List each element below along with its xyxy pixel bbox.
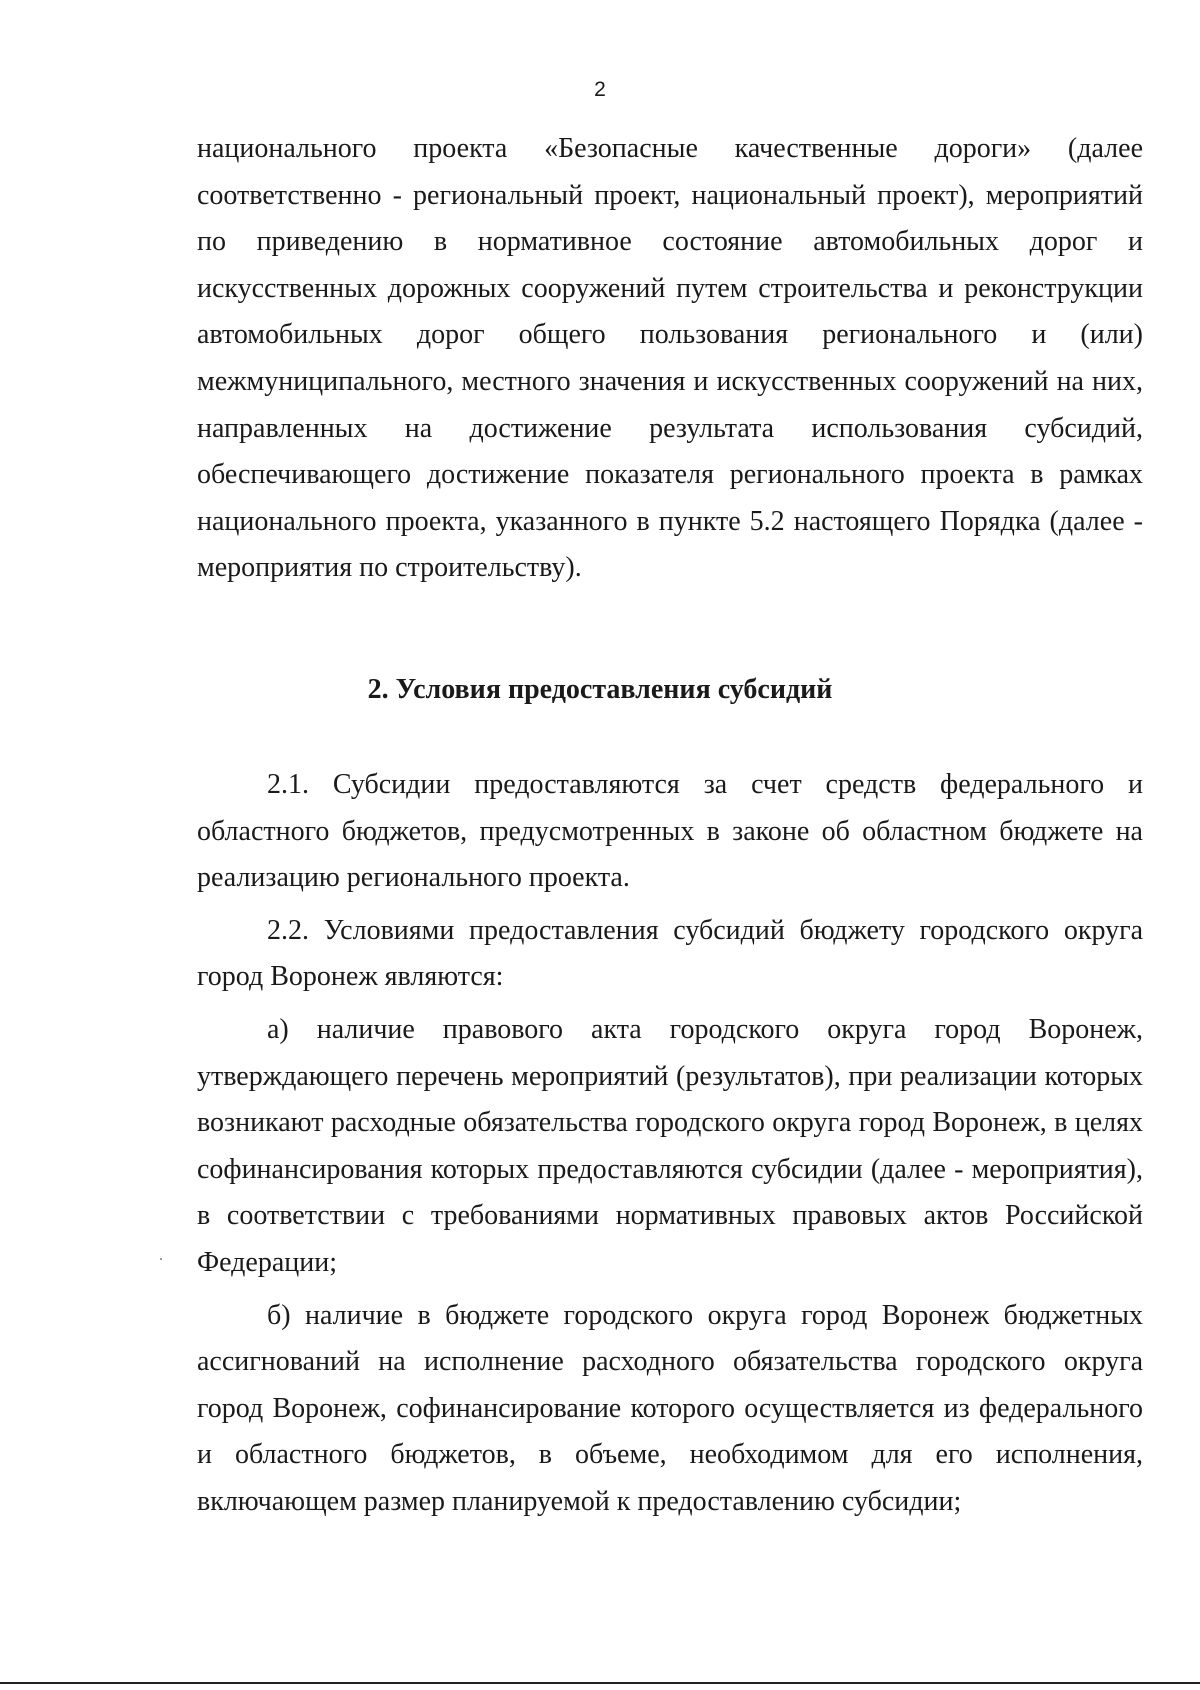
paragraph-2-2-b: б) наличие в бюджете городского округа город Воронеж бюджетных ассигнований на исполнение расходного обязательства городского округа город Воронеж, софинансирование которого осуществляется из федерального и областного бюджетов, в объеме, необходимом для его исполнения, включающем размер планируемой к предоставлению субсидии; (197, 1299, 1143, 1517)
section-body (197, 762, 1143, 1532)
page-bottom-edge (0, 1682, 1200, 1684)
section-heading: 2. Условия предоставления субсидий (367, 674, 833, 705)
paragraph-2-2: 2.2. Условиями предоставления субсидий бюджету городского округа город Воронеж являются: (197, 914, 1143, 993)
scan-artifact (160, 1258, 162, 1260)
page-number: 2 (594, 78, 606, 101)
paragraph-2-1: 2.1. Субсидии предоставляются за счет средств федерального и областного бюджетов, предусмотренных в законе об областном бюджете на реализацию регионального проекта. (197, 769, 1143, 894)
paragraph-2-2-a: а) наличие правового акта городского округа город Воронеж, утверждающего перечень мероприятий (результатов), при реализации которых возникают расходные обязательства городского округа город Воронеж, в целях софинансирования которых предоставляются субсидии (далее - мероприятия), в соответствии с требованиями нормативных правовых актов Российской Федерации; (197, 1013, 1143, 1278)
intro-paragraph: национального проекта «Безопасные качественные дороги» (далее соответственно - региональный проект, национальный проект), мероприятий по приведению в нормативное состояние автомобильных дорог и искусственных дорожных сооружений путем строительства и реконструкции автомобильных дорог общего пользования регионального и (или) межмуниципального, местного значения и искусственных сооружений на них, направленных на достижение результата использования субсидий, обеспечивающего достижение показателя регионального проекта в рамках национального проекта, указанного в пункте 5.2 настоящего Порядка (далее - мероприятия по строительству). (197, 133, 1143, 584)
